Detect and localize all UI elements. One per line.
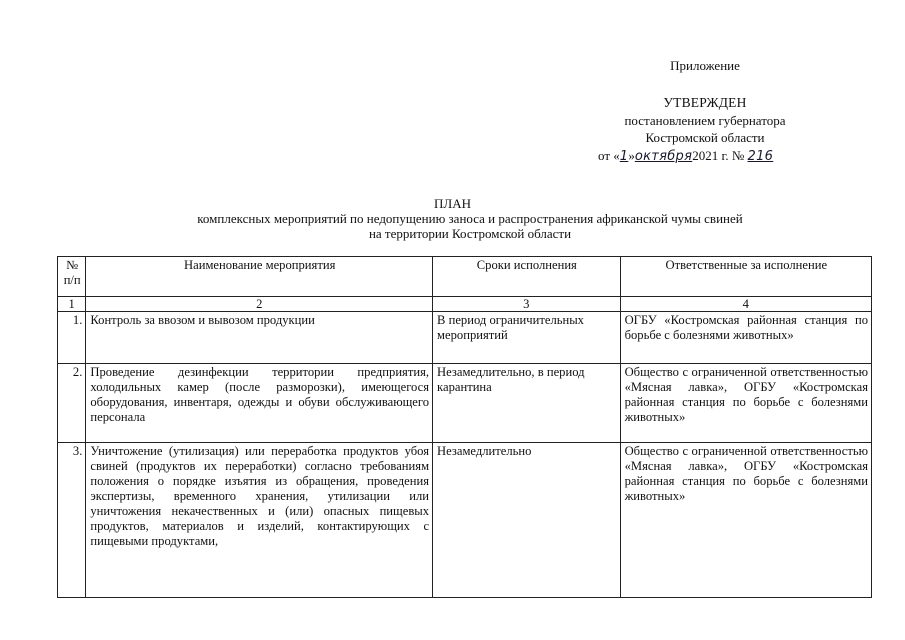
table-row: [58, 312, 872, 364]
row-term: В период ограничительных мероприятий: [433, 312, 621, 364]
approved-label: УТВЕРЖДЕН: [663, 95, 747, 110]
index-cell: 4: [620, 297, 871, 312]
row-activity: Проведение дезинфекции территории предприятия, холодильных камер (после разморозки), имеющегося оборудования, инвентаря, одежды и обуви обслуживающего персонала: [86, 364, 433, 443]
header-term: Сроки исполнения: [433, 257, 621, 297]
index-cell: 3: [433, 297, 621, 312]
table-row: [58, 364, 872, 443]
handwritten-doc-number: 216: [747, 149, 774, 164]
header-num: № п/п: [58, 257, 86, 297]
plan-subtitle-line-2: на территории Костромской области: [368, 226, 572, 241]
table-header-row: [58, 257, 872, 297]
date-mid: »: [628, 148, 635, 163]
row-num: 2.: [58, 364, 86, 443]
date-prefix: от «: [598, 148, 620, 163]
row-term: Незамедлительно, в период карантина: [433, 364, 621, 443]
date-suffix: 2021 г. №: [692, 148, 745, 163]
row-responsible: Общество с ограниченной ответственностью «Мясная лавка», ОГБУ «Костромская районная станция по борьбе с болезнями животных»: [620, 364, 871, 443]
plan-title: ПЛАН: [434, 196, 471, 211]
plan-subtitle: [110, 211, 830, 241]
plan-subtitle-line-1: комплексных мероприятий по недопущению заноса и распространения африканской чумы свиней: [197, 211, 743, 226]
region-label: Костромской области: [645, 130, 765, 145]
handwritten-month: октября: [634, 149, 693, 164]
approval-date-line: [598, 148, 828, 165]
approved-by-label: постановлением губернатора: [624, 113, 786, 128]
table-index-row: [58, 297, 872, 312]
index-cell: 1: [58, 297, 86, 312]
header-responsible: Ответственные за исполнение: [620, 257, 871, 297]
row-num: 1.: [58, 312, 86, 364]
index-cell: 2: [86, 297, 433, 312]
plan-table: [57, 256, 872, 598]
row-activity: Контроль за ввозом и вывозом продукции: [86, 312, 433, 364]
appendix-label: Приложение: [670, 58, 740, 73]
row-term: Незамедлительно: [433, 443, 621, 598]
row-responsible: Общество с ограниченной ответственностью «Мясная лавка», ОГБУ «Костромская районная станция по борьбе с болезнями животных»: [620, 443, 871, 598]
handwritten-day: 1: [619, 149, 629, 164]
table-row: [58, 443, 872, 598]
row-responsible: ОГБУ «Костромская районная станция по борьбе с болезнями животных»: [620, 312, 871, 364]
row-num: 3.: [58, 443, 86, 598]
row-activity: Уничтожение (утилизация) или переработка продуктов убоя свиней (продуктов их переработки) согласно требованиям положения о порядке изъятия из обращения, проведения экспертизы, временного хранения, утилизации или уничтожения некачественных и (или) опасных пищевых продуктов, материалов и изделий, контактирующих с пищевыми продуктами,: [86, 443, 433, 598]
header-name: Наименование мероприятия: [86, 257, 433, 297]
